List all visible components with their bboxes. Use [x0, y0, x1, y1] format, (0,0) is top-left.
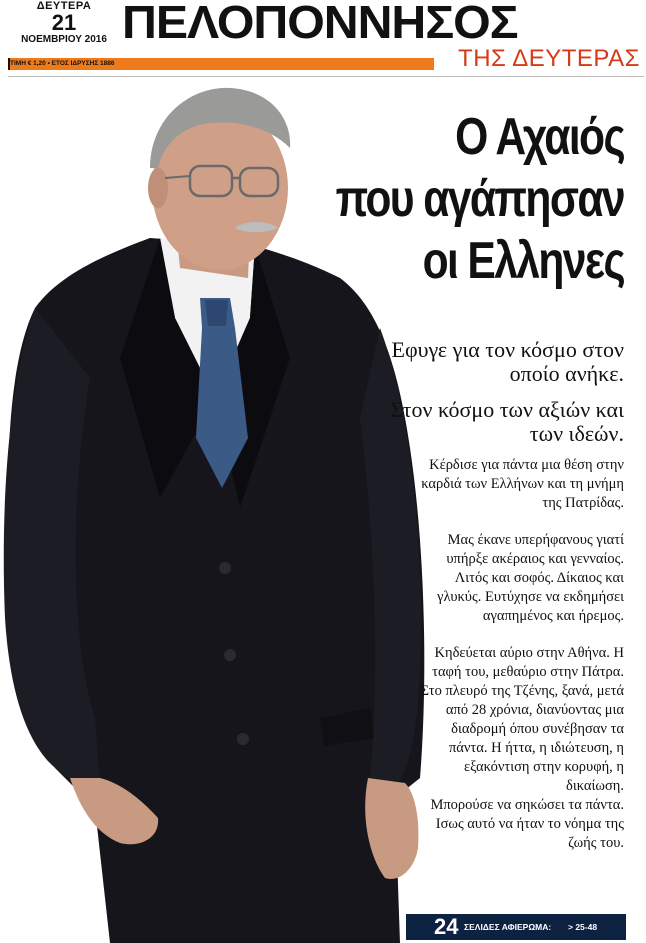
masthead-divider	[8, 76, 644, 77]
issue-date-number: 21	[51, 10, 77, 35]
article-body	[414, 456, 624, 853]
headline-line-1: Ο Αχαιός	[455, 108, 624, 166]
headline-line-3: οι Ελληνες	[422, 232, 624, 290]
body-paragraph-1: Κέρδισε για πάντα μια θέση στην καρδιά των Ελλήνων και τη μνήμη της Πατρίδας.	[421, 457, 624, 511]
body-paragraph-6: Ισως αυτό να ήταν το νόημα της ζωής του.	[435, 816, 624, 851]
headline	[329, 106, 624, 292]
newspaper-subtitle: ΤΗΣ ΔΕΥΤΕΡΑΣ	[458, 45, 640, 72]
issue-month-year: ΝΟΕΜΒΡΙΟΥ 2016	[21, 34, 107, 45]
body-paragraph-2: Μας έκανε υπερήφανους γιατί υπήρξε ακέραιος και γενναίος. Λιτός και σοφός. Δίκαιος και γλυκύς. Ευτύχησε να εκδημήσει αγαπημένος και ήρεμος.	[437, 532, 624, 624]
tribute-pages-label: ΣΕΛΙΔΕΣ ΑΦΙΕΡΩΜΑ:	[464, 922, 552, 932]
tribute-pages-range: > 25-48	[568, 922, 598, 932]
deck-paragraph-2: Στον κόσμο των αξιών και των ιδεών.	[390, 397, 624, 446]
price-line: ΤΙΜΗ € 1,20 • ΕΤΟΣ ΙΔΡΥΣΗΣ 1886	[10, 60, 115, 67]
issue-day: ΔΕΥΤΕΡΑ	[36, 0, 92, 12]
body-paragraph-5: Μπορούσε να σηκώσει τα πάντα.	[430, 797, 624, 813]
tribute-pages-box	[406, 914, 626, 940]
newspaper-title: ΠΕΛΟΠΟΝΝΗΣΟΣ	[122, 0, 518, 48]
issue-date	[8, 0, 120, 46]
deck	[364, 338, 624, 458]
body-paragraph-4: Στο πλευρό της Τζένης, ξανά, μετά από 28 χρόνια, διανύοντας μια διαδρομή όπου συνέβησαν τα πάντα. Η ήττα, η ιδιώτευση, η εξακόντιση στην κορυφή, η δικαίωση.	[420, 683, 624, 794]
tribute-pages-count: 24	[434, 914, 459, 939]
body-paragraph-3: Κηδεύεται αύριο στην Αθήνα. Η ταφή του, μεθαύριο στην Πάτρα.	[432, 645, 624, 680]
deck-paragraph-1: Εφυγε για τον κόσμο στον οποίο ανήκε.	[391, 337, 624, 386]
headline-line-2: που αγάπησαν	[335, 170, 624, 228]
